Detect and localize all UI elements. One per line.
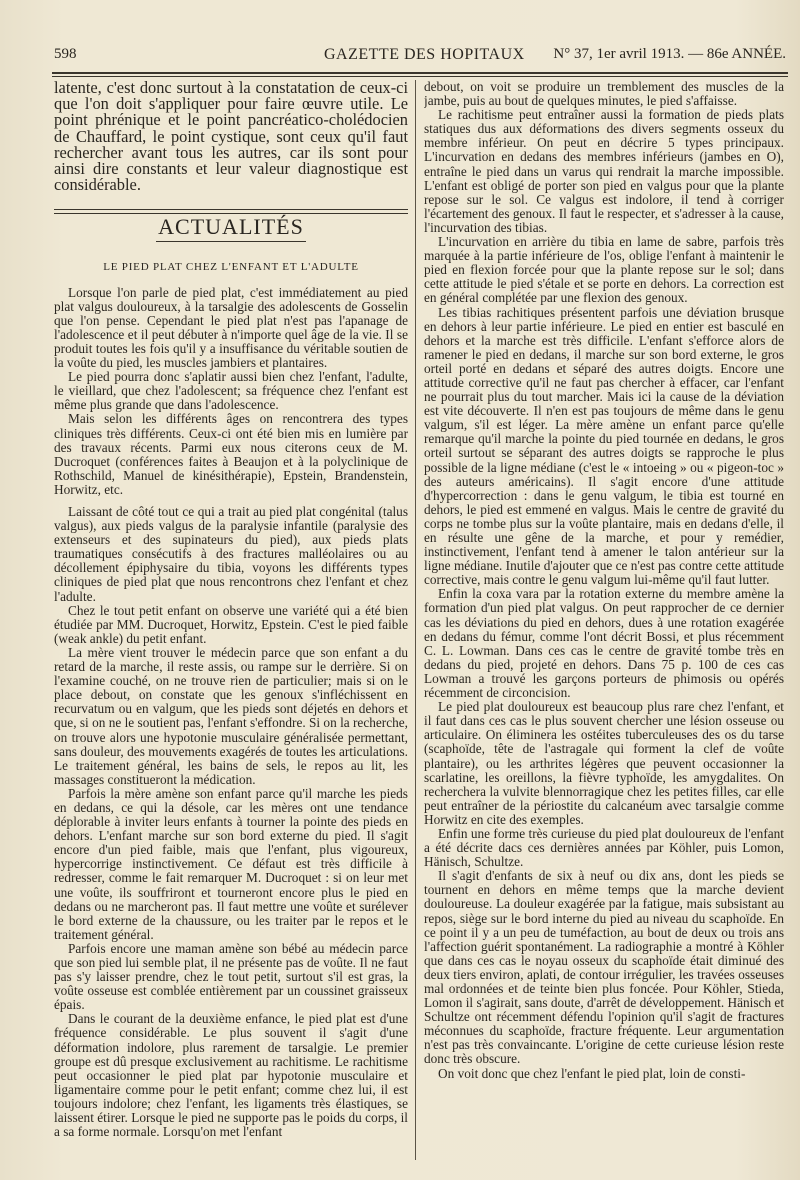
- paragraph: Les tibias rachitiques présentent parfois une déviation brusque en dehors à leur partie inférieure. Le pied en entier est basculé en dehors et la marche est très difficile. L'enfant s'efforce alors de ramener le pied en dedans, il marche sur son bord externe, le gros orteil porté en dedans et séparé des autres doigts. Encore une attitude corrective qu'il ne faut pas chercher à effacer, car l'enfant ne pourrait plus du tout marcher. Mais ici la cause de la déviation est vite découverte. Il n'en est pas toujours de même dans le genu valgum, s'il est léger. La mère amène un enfant parce qu'elle remarque qu'il marche la pointe du pied tournée en dedans, le gros orteil surtout se séparant des autres doigts se rapproche le plus possible de la ligne médiane (c'est le « intoeing » ou « pigeon-toc » des auteurs américains). Il s'agit encore d'une attitude d'hypercorrection : dans le genu valgum, le tibia est tourné en dehors, le pied est emmené en valgus. Mais le centre de gravité du corps ne tombe plus sur la voûte plantaire, mais en dedans d'elle, il en résulte une gêne de la marche, et pour y remédier, instinctivement, l'enfant tend à amener le talon antérieur sur la ligne médiane. Inutile d'ajouter que ce n'est pas contre cette attitude corrective, mais contre le genu valgum lui-même qu'il faut lutter.: [424, 304, 784, 588]
- left-column: [54, 80, 408, 1166]
- paragraph: Laissant de côté tout ce qui a trait au pied plat congénital (talus valgus), aux pieds valgus de la paralysie infantile (paralysie des extenseurs et des supinateurs du pied), aux pieds plats traumatiques consécutifs à des fractures malléolaires ou au décollement épiphysaire du tibia, voyons les différents types cliniques de pied plat que nous rencontrons chez l'enfant et chez l'adulte.: [54, 504, 408, 604]
- column-rule: [415, 80, 416, 1160]
- paragraph: Parfois encore une maman amène son bébé au médecin parce que son pied lui semble plat, il ne présente pas de voûte. Il ne faut pas s'y laisser prendre, chez le tout petit, surtout s'il est gras, la voûte osseuse est comblée entièrement par un coussinet graisseux épais.: [54, 940, 408, 1013]
- paragraph: Enfin une forme très curieuse du pied plat douloureux de l'enfant a été décrite dacs ces dernières années par Köhler, puis Lomon, Hänisch, Schultze.: [424, 825, 784, 870]
- right-column: [424, 80, 784, 1166]
- journal-title: GAZETTE DES HOPITAUX: [324, 46, 525, 63]
- header-rule-thin: [52, 76, 788, 77]
- paragraph: debout, on voit se produire un tremblement des muscles de la jambe, puis au bout de quelques minutes, le pied s'affaisse.: [424, 80, 784, 109]
- paragraph: On voit donc que chez l'enfant le pied plat, loin de consti-: [438, 1065, 746, 1081]
- lead-paragraph: latente, c'est donc surtout à la constatation de ceux-ci que l'on doit s'appliquer pour faire œuvre utile. Le point phrénique et le point pancréatico-cholédocien de Chauffard, le point cystique, sont ceux qu'il faut rechercher avant tous les autres, car ils sont pour ainsi dire constants et leur valeur diagnostique est considérable.: [54, 80, 408, 195]
- section-title: ACTUALITÉS: [158, 214, 304, 240]
- page-header: [54, 44, 786, 66]
- paragraph: Le rachitisme peut entraîner aussi la formation de pieds plats statiques dus aux déformations des divers segments osseux du membre inférieur. On peut en décrire 5 types principaux. L'incurvation en dedans des membres inférieurs (jambes en O), entraîne le pied dans un varus qui rendrait la marche impossible. L'enfant est obligé de porter son pied en valgus pour que la plante repose sur le sol. Ce valgus est indolore, il tend à corriger l'écartement des genoux. Il faut le respecter, et s'adresser à la cause, l'incurvation des tibias.: [424, 107, 784, 235]
- page-number: 598: [54, 46, 77, 62]
- issue-info: N° 37, 1er avril 1913. — 86e ANNÉE.: [553, 46, 786, 62]
- paragraph: Le pied pourra donc s'aplatir aussi bien chez l'enfant, l'adulte, le vieillard, que chez l'adolescent; sa fréquence chez l'enfant est même plus grande que dans l'adolescence.: [54, 369, 408, 413]
- header-rule: [52, 72, 788, 74]
- paragraph: Le pied plat douloureux est beaucoup plus rare chez l'enfant, et il faut dans ces cas le plus souvent chercher une lésion osseuse ou articulaire. On éliminera les ostéites tuberculeuses des os du tarse (scaphoïde, tête de l'astragale qui forment la clef de voûte plantaire), ou les arthrites légères que peuvent occasionner la scarlatine, les oreillons, la fièvre typhoïde, les amygdalites. On recherchera la vulvite blennorragique chez les petites filles, car elle peut entraîner de la périostite du calcanéum avec tarsalgie comme Horwitz en cite des exemples.: [424, 699, 784, 827]
- paragraph: Chez le tout petit enfant on observe une variété qui a été bien étudiée par MM. Ducroquet, Horwitz, Epstein. C'est le pied faible (weak ankle) du petit enfant.: [54, 602, 408, 646]
- paragraph: Dans le courant de la deuxième enfance, le pied plat est d'une fréquence considérable. Le plus souvent il s'agit d'une déformation indolore, plus rarement de tarsalgie. Le premier groupe est dû presque exclusivement au rachitisme. Le rachitisme peut occasionner le pied plat par hypotonie musculaire et ligamentaire comme pour le petit enfant; comme chez lui, il est toujours indolore; chez l'enfant, les ligaments très élastiques, se laissent étirer. Lorsque le pied ne supporte pas le poids du corps, il a sa forme normale. Lorsqu'on met l'enfant: [54, 1011, 408, 1140]
- article-title: LE PIED PLAT CHEZ L'ENFANT ET L'ADULTE: [103, 260, 359, 273]
- paragraph: La mère vient trouver le médecin parce que son enfant a du retard de la marche, il reste assis, ou rampe sur le derrière. Si on l'examine couché, on ne trouve rien de particulier; mais si on le place debout, on constate que les genoux s'infléchissent en recurvatum ou en valgum, que les pieds sont déjetés en dehors et que, si on ne le soutient pas, l'enfant s'effondre. Si on la recherche, on trouve alors une hypotonie musculaire généralisée permettant, sans douleur, des mouvements exagérés de toutes les articulations. Le traitement général, les bains de sels, le repos au lit, les massages constitueront la médication.: [54, 644, 408, 787]
- paragraph: Enfin la coxa vara par la rotation externe du membre amène la formation d'un pied plat valgus. On peut rapprocher de ce dernier cas les déviations du pied en dehors, dues à une rotation exagérée en dedans du fémur, comme l'ont décrit Bossi, et plus récemment C. L. Lowman. Dans ces cas le centre de gravité tombe très en dedans du pied, projeté en dehors. Dans 75 p. 100 de ces cas Lowman a trouvé les garçons porteurs de phimosis ou opérés récemment de circoncision.: [424, 586, 784, 701]
- title-rule: [156, 241, 306, 242]
- paragraph: Lorsque l'on parle de pied plat, c'est immédiatement au pied plat valgus douloureux, à la tarsalgie des adolescents de Gosselin que l'on pense. Cependant le pied plat n'est pas l'apanage de l'adolescence et il peut débuter à n'importe quel âge de la vie. Il se produit toutes les fois qu'il y a insuffisance du véritable soutien de la voûte du pied, les muscles jambiers et plantaires.: [54, 284, 408, 371]
- paragraph: L'incurvation en arrière du tibia en lame de sabre, parfois très marquée à la partie inférieure de l'os, oblige l'enfant à maintenir le pied en flexion forcée pour que la plante repose sur le sol; dans cette attitude le pied s'étale et se porte en dehors. La correction est en général complétée par une flexion des genoux.: [424, 234, 784, 306]
- paragraph: Il s'agit d'enfants de six à neuf ou dix ans, dont les pieds se tournent en dehors en même temps que la marche devient douloureuse. La douleur exagérée par la fatigue, mais subsistant au repos, siège sur le bord interne du pied au niveau du scaphoïde. En ce point il y a un peu de tuméfaction, au bout de deux ou trois ans l'affection guérit spontanément. La radiographie a montré à Köhler que dans ces cas le noyau osseux du scaphoïde était diminué des deux tiers environ, aplati, de contour irrégulier, les travées osseuses mal ordonnées et de teinte bien plus foncée. Pour Köhler, Stieda, Lomon il s'agirait, sans doute, d'arrêt de développement. Hänisch et Schultze ont récemment défendu l'opinion qu'il s'agit de fractures méconnues du scaphoïde, fracture fréquente. Leur argumentation n'est pas très convaincante. L'origine de cette curieuse lésion reste donc très obscure.: [424, 868, 784, 1067]
- paragraph: Parfois la mère amène son enfant parce qu'il marche les pieds en dedans, ce qui la désole, car les mères ont une tendance déplorable à inviter leurs enfants à tourner la pointe des pieds en dehors. L'enfant marche sur son bord externe du pied. Il s'agit encore d'un pied faible, mais que l'enfant, plus vigoureux, hypercorrige instinctivement. Ce défaut est très difficile à redresser, comme le fait remarquer M. Ducroquet : si on leur met une voûte, ils souffriront et tourneront encore plus le pied en dedans ou ne marcheront pas. Il faut mettre une voûte et surélever le bord externe de la chaussure, ou les traiter par le repos et le traitement général.: [54, 785, 408, 942]
- paragraph: Mais selon les différents âges on rencontrera des types cliniques très différents. Ceux-ci ont été bien mis en lumière par des travaux récents. Parmi eux nous citerons ceux de M. Ducroquet (conférences faites à Beaujon et à la polyclinique de Rothschild, Manuel de kinésithérapie), Epstein, Brandenstein, Horwitz, etc.: [54, 411, 408, 497]
